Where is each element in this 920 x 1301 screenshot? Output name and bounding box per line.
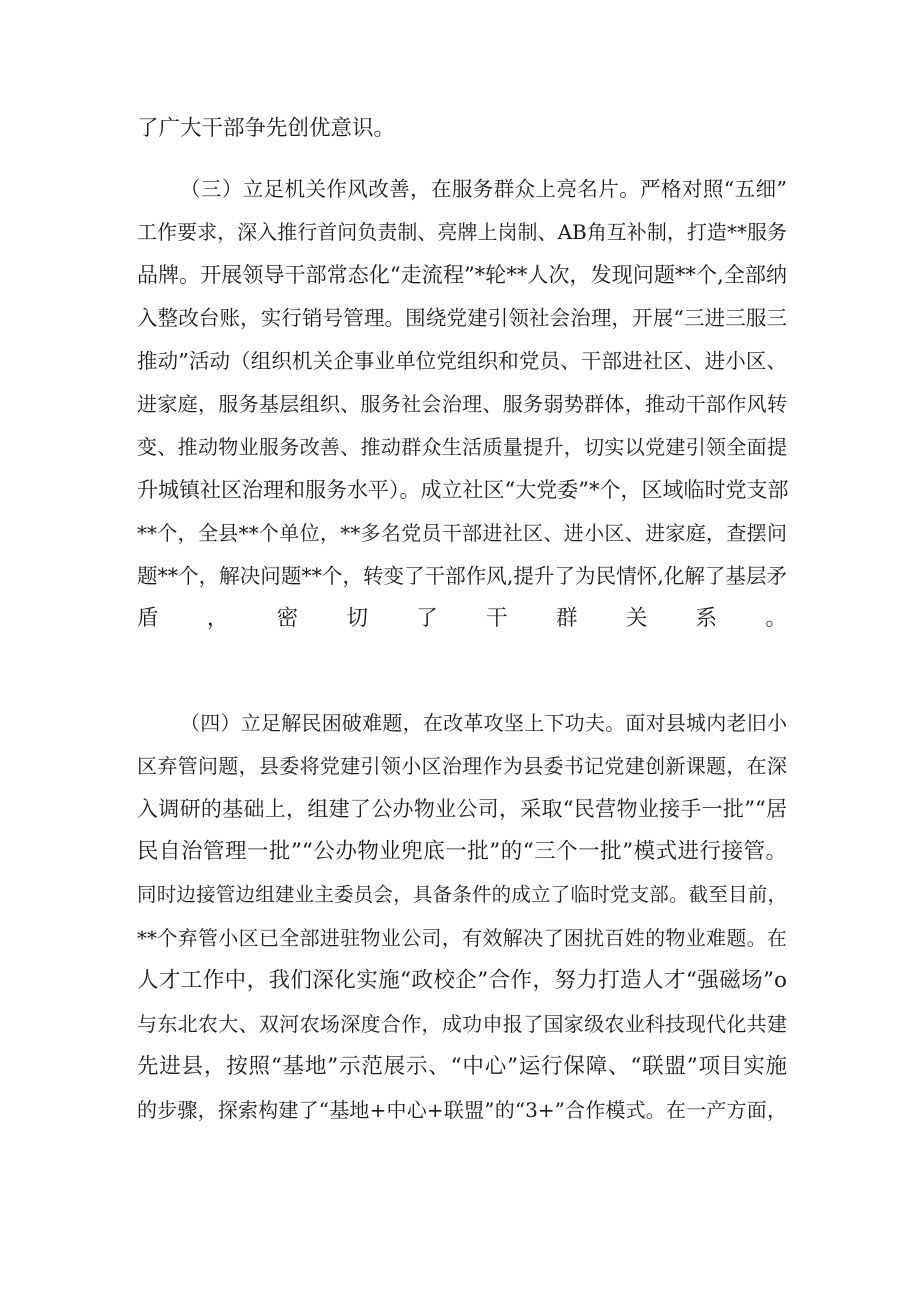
text-line: 盾，密切了干群关系。: [137, 606, 787, 631]
text-line: 入整改台账，实行销号管理。围绕党建引领社会治理，开展“三进三服三: [137, 306, 787, 330]
text-line: 先进县，按照“基地”示范展示、“中心”运行保障、“联盟”项目实施: [137, 1054, 787, 1079]
text-line: [137, 645, 787, 679]
text-line: 同时边接管边组建业主委员会，具备条件的成立了临时党支部。截至目前，: [137, 883, 787, 906]
text-line: **个，全县**个单位，**多名党员干部进社区、进小区、进家庭，查摆问: [137, 521, 787, 545]
text-line: 推动”活动（组织机关企事业单位党组织和党员、干部进社区、进小区、: [137, 349, 787, 373]
text-line: 民自治管理一批”“公办物业兜底一批”的“三个一批”模式进行接管。: [137, 839, 787, 864]
text-line: 进家庭，服务基层组织、服务社会治理、服务弱势群体，推动干部作风转: [137, 392, 787, 416]
text-line: 升城镇社区治理和服务水平）。成立社区“大党委”*个，区域临时党支部: [137, 478, 789, 502]
text-line: **个弃管小区已全部进驻物业公司，有效解决了困扰百姓的物业难题。在: [137, 926, 787, 950]
paragraph-heading-line: （三）立足机关作风改善，在服务群众上亮名片。严格对照“五细”: [180, 177, 787, 201]
text-line: 变、推动物业服务改善、推动群众生活质量提升，切实以党建引领全面提: [137, 435, 787, 459]
paragraph-heading-line: （四）立足解民困破难题，在改革攻坚上下功夫。面对县城内老旧小: [180, 711, 787, 735]
text-line: 与东北农大、双河农场深度合作，成功申报了国家级农业科技现代化共建: [137, 1012, 787, 1036]
text-line: 的步骤，探索构建了“基地+中心+联盟”的“3+”合作模式。在一产方面，: [137, 1098, 787, 1122]
text-line: 了广大干部争先创优意识。: [137, 116, 396, 141]
text-line: 品牌。开展领导干部常态化“走流程”*轮**人次，发现问题**个,全部纳: [137, 263, 787, 287]
text-line: 人才工作中，我们深化实施“政校企”合作，努力打造人才“强磁场”o: [137, 968, 787, 993]
text-line: 工作要求，深入推行首问负责制、亮牌上岗制、AB角互补制，打造**服务: [137, 220, 787, 244]
text-line: 题**个，解决问题**个，转变了干部作风,提升了为民情怀,化解了基层矛: [137, 564, 787, 588]
text-line: [137, 1136, 787, 1170]
text-line: 入调研的基础上，组建了公办物业公司，采取“民营物业接手一批”“居: [137, 797, 787, 821]
text-line: 区弃管问题，县委将党建引领小区治理作为县委书记党建创新课题，在深: [137, 754, 787, 778]
